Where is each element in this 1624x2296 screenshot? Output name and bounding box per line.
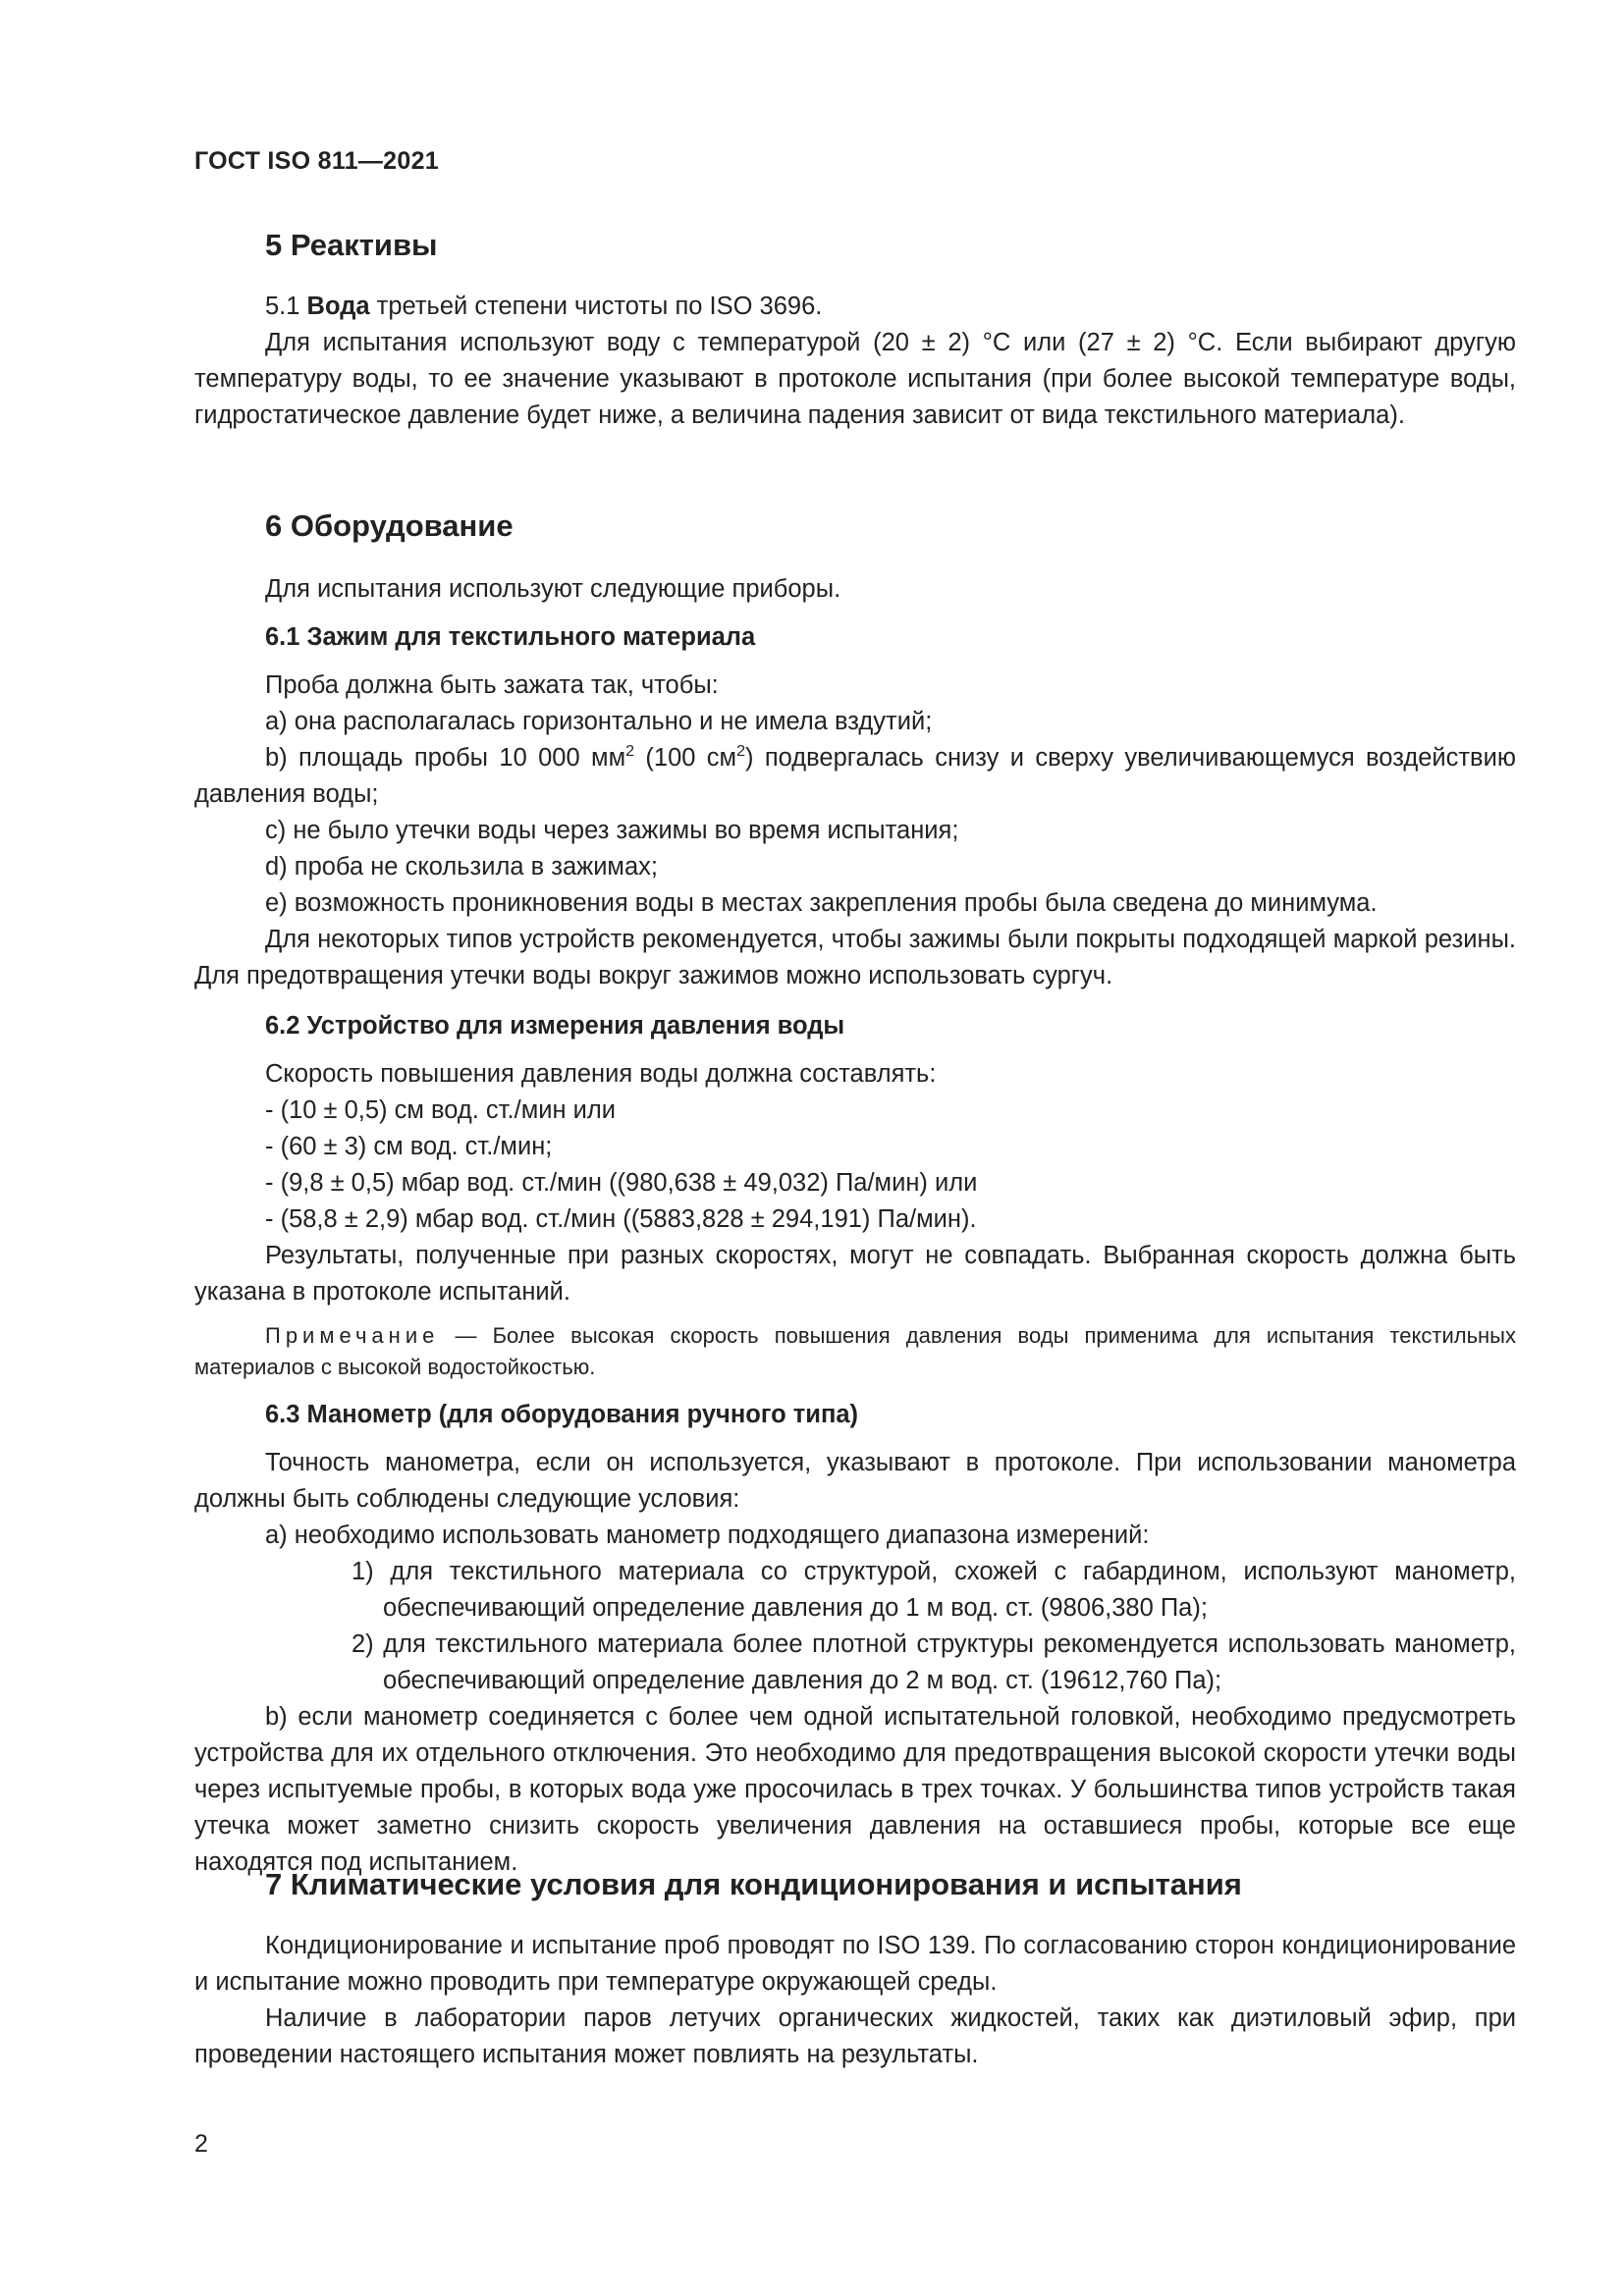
section-7-paragraph: Кондиционирование и испытание проб проводят по ISO 139. По согласованию сторон кондиционирование и испытание можно проводить при температуре окружающей среды. xyxy=(194,1932,1516,1996)
list-item: - (60 ± 3) см вод. ст./мин; xyxy=(265,1133,553,1160)
list-item: b) если манометр соединяется с более чем одной испытательной головкой, необходимо предусмотреть устройства для их отдельного отключения. Это необходимо для предотвращения высокой скорости утечки воды через испытуемые пробы, в которых вода уже просочилась в трех точках. У большинства типов устройств такая утечка может заметно снизить скорость увеличения давления на оставшиеся пробы, которые все еще находятся под испытанием. xyxy=(194,1703,1516,1876)
section-6-2-title: 6.2 Устройство для измерения давления воды xyxy=(265,1012,845,1040)
list-item-text: (100 см xyxy=(634,744,737,772)
section-7-paragraph: Наличие в лаборатории паров летучих органических жидкостей, таких как диэтиловый эфир, при проведении настоящего испытания может повлиять на результаты. xyxy=(194,2004,1516,2068)
section-5 xyxy=(194,226,1516,434)
section-6-1-lead: Проба должна быть зажата так, чтобы: xyxy=(265,671,719,699)
list-item: a) она располагалась горизонтально и не имела вздутий; xyxy=(265,708,933,735)
clause-number: 5.1 xyxy=(265,293,307,320)
section-6-2-lead: Скорость повышения давления воды должна составлять: xyxy=(265,1060,937,1088)
section-6-2-tail: Результаты, полученные при разных скоростях, могут не совпадать. Выбранная скорость должна быть указана в протоколе испытаний. xyxy=(194,1242,1516,1306)
superscript: 2 xyxy=(736,743,745,760)
list-item-text: b) площадь пробы 10 000 мм xyxy=(265,744,626,772)
section-5-paragraph: Для испытания используют воду с температурой (20 ± 2) °С или (27 ± 2) °С. Если выбирают другую температуру воды, то ее значение указывают в протоколе испытания (при более высокой температуре воды, гидростатическое давление будет ниже, а величина падения зависит от вида текстильного материала). xyxy=(194,329,1516,429)
note-label: Примечание xyxy=(265,1323,440,1348)
list-item: - (58,8 ± 2,9) мбар вод. ст./мин ((5883,828 ± 294,191) Па/мин). xyxy=(265,1205,977,1233)
section-5-1 xyxy=(194,289,1516,325)
list-item: e) возможность проникновения воды в местах закрепления пробы была сведена до минимума. xyxy=(265,889,1378,917)
section-6-title: 6 Оборудование xyxy=(265,508,514,543)
section-6-intro: Для испытания используют следующие приборы. xyxy=(265,575,841,603)
list-item: a) необходимо использовать манометр подходящего диапазона измерений: xyxy=(265,1522,1150,1549)
note xyxy=(194,1320,1516,1383)
section-6 xyxy=(194,507,1516,1881)
list-item xyxy=(194,740,1516,813)
list-item: - (9,8 ± 0,5) мбар вод. ст./мин ((980,638 ± 49,032) Па/мин) или xyxy=(265,1169,978,1197)
section-6-3-title: 6.3 Манометр (для оборудования ручного типа) xyxy=(265,1401,859,1428)
sub-list-item: 2) для текстильного материала более плотной структуры рекомендуется использовать манометр, обеспечивающий определение давления до 2 м вод. ст. (19612,760 Па); xyxy=(352,1630,1516,1694)
list-item-text: ) подвергалась снизу и сверху увеличивающемуся воздействию давления воды; xyxy=(194,744,1516,808)
section-6-3-lead: Точность манометра, если он используется, указывают в протоколе. При использовании манометра должны быть соблюдены следующие условия: xyxy=(194,1449,1516,1513)
list-item: - (10 ± 0,5) см вод. ст./мин или xyxy=(265,1096,616,1124)
list-item: c) не было утечки воды через зажимы во время испытания; xyxy=(265,817,959,844)
note-text: — Более высокая скорость повышения давления воды применима для испытания текстильных материалов с высокой водостойкостью. xyxy=(194,1323,1516,1379)
clause-text: третьей степени чистоты по ISO 3696. xyxy=(369,293,823,320)
superscript: 2 xyxy=(625,743,635,760)
section-7 xyxy=(194,1865,1516,2073)
page-number: 2 xyxy=(194,2130,208,2158)
clause-term: Вода xyxy=(306,293,370,320)
sub-list-item: 1) для текстильного материала со структурой, схожей с габардином, используют манометр, обеспечивающий определение давления до 1 м вод. ст. (9806,380 Па); xyxy=(352,1558,1516,1622)
section-7-title: 7 Климатические условия для кондиционирования и испытания xyxy=(265,1867,1242,1901)
section-6-1-title: 6.1 Зажим для текстильного материала xyxy=(265,623,756,651)
section-6-1-tail: Для некоторых типов устройств рекомендуется, чтобы зажимы были покрыты подходящей маркой резины. Для предотвращения утечки воды вокруг зажимов можно использовать сургуч. xyxy=(194,926,1516,989)
document-header: ГОСТ ISO 811—2021 xyxy=(194,147,439,175)
list-item: d) проба не скользила в зажимах; xyxy=(265,853,658,881)
section-5-title: 5 Реактивы xyxy=(265,228,438,262)
